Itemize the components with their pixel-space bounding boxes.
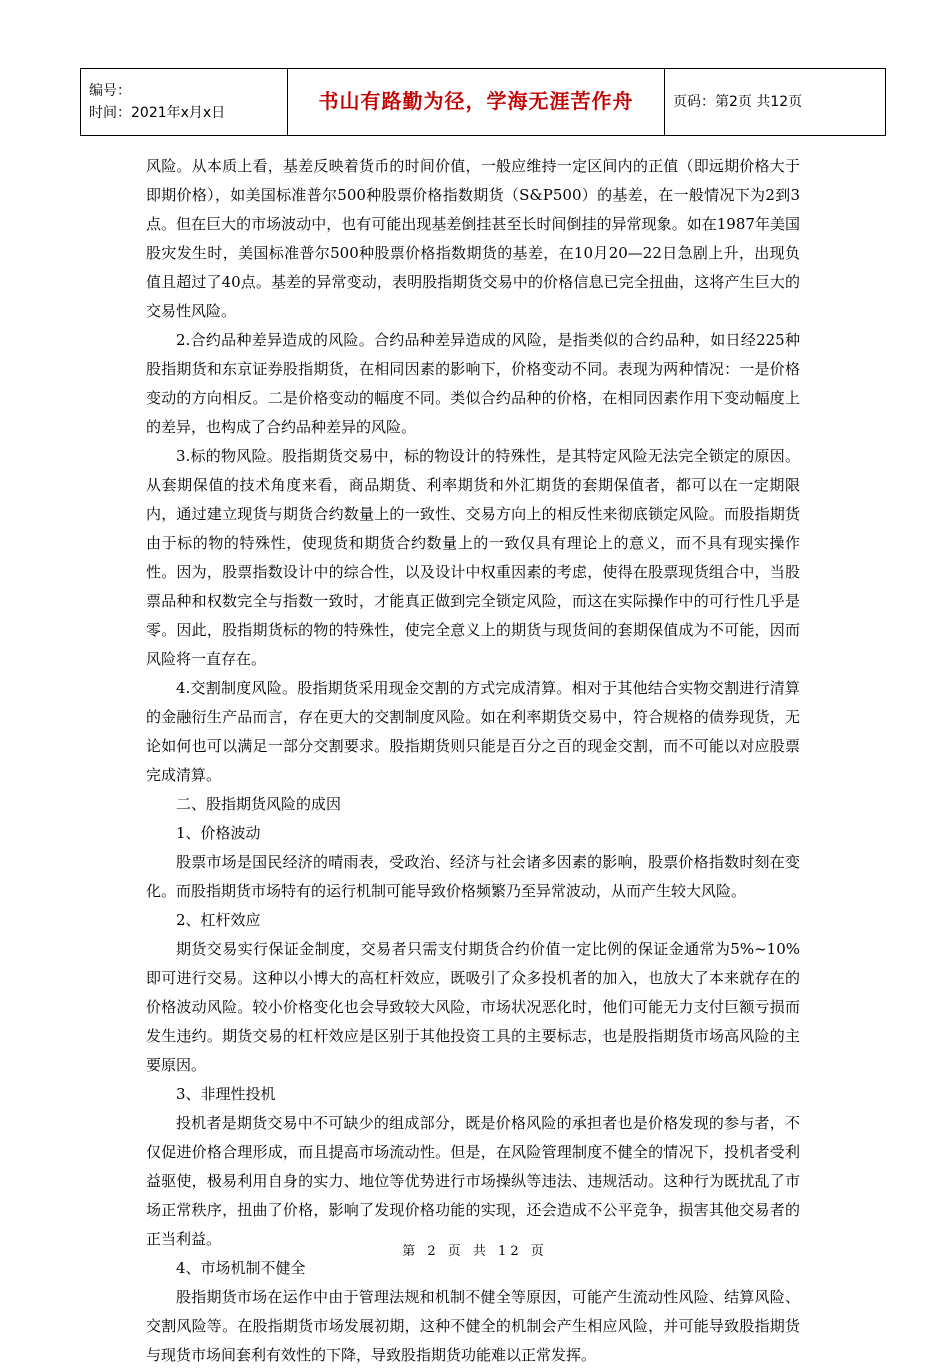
document-number-label: 编号：	[89, 83, 131, 99]
header-page-cell	[665, 69, 886, 136]
page-footer: 第 2 页 共 12 页	[402, 1244, 548, 1259]
body-paragraph: 股指期货市场在运作中由于管理法规和机制不健全等原因，可能产生流动性风险、结算风险、交割风险等。在股指期货市场发展初期，这种不健全的机制会产生相应风险，并可能导致股指期货与现货市场间套利有效性的下降，导致股指期货功能难以正常发挥。	[146, 1288, 800, 1364]
document-body	[146, 152, 800, 1370]
section-heading: 1、价格波动	[176, 824, 261, 842]
header-page-label: 页码：第2页 共12页	[673, 94, 803, 110]
document-header	[80, 68, 886, 136]
body-paragraph: 投机者是期货交易中不可缺少的组成部分，既是价格风险的承担者也是价格发现的参与者，不仅促进价格合理形成，而且提高市场流动性。但是，在风险管理制度不健全的情况下，投机者受利益驱使，极易利用自身的实力、地位等优势进行市场操纵等违法、违规活动。这种行为既扰乱了市场正常秩序，扭曲了价格，影响了发现价格功能的实现，还会造成不公平竞争，损害其他交易者的正当利益。	[146, 1114, 800, 1248]
section-heading: 3、非理性投机	[176, 1085, 276, 1103]
body-paragraph: 期货交易实行保证金制度，交易者只需支付期货合约价值一定比例的保证金通常为5%~10%即可进行交易。这种以小博大的高杠杆效应，既吸引了众多投机者的加入，也放大了本来就存在的价格波动风险。较小价格变化也会导致较大风险，市场状况恶化时，他们可能无力支付巨额亏损而发生违约。期货交易的杠杆效应是区别于其他投资工具的主要标志，也是股指期货市场高风险的主要原因。	[146, 940, 800, 1074]
body-paragraph: 风险。从本质上看，基差反映着货币的时间价值，一般应维持一定区间内的正值（即远期价格大于即期价格），如美国标准普尔500种股票价格指数期货（S&P500）的基差，在一般情况下为2到3点。但在巨大的市场波动中，也有可能出现基差倒挂甚至长时间倒挂的异常现象。如在1987年美国股灾发生时，美国标准普尔500种股票价格指数期货的基差，在10月20—22日急剧上升，出现负值且超过了40点。基差的异常变动，表明股指期货交易中的价格信息已完全扭曲，这将产生巨大的交易性风险。	[146, 157, 800, 320]
body-paragraph: 2.合约品种差异造成的风险。合约品种差异造成的风险，是指类似的合约品种，如日经225种股指期货和东京证券股指期货，在相同因素的影响下，价格变动不同。表现为两种情况：一是价格变动的方向相反。二是价格变动的幅度不同。类似合约品种的价格，在相同因素作用下变动幅度上的差异，也构成了合约品种差异的风险。	[146, 331, 800, 436]
header-meta-cell	[81, 69, 288, 136]
section-heading: 4、市场机制不健全	[176, 1259, 306, 1277]
header-motto: 书山有路勤为径，学海无涯苦作舟	[318, 88, 634, 113]
body-paragraph: 4.交割制度风险。股指期货采用现金交割的方式完成清算。相对于其他结合实物交割进行清算的金融衍生产品而言，存在更大的交割制度风险。如在利率期货交易中，符合规格的债券现货，无论如何也可以满足一部分交割要求。股指期货则只能是百分之百的现金交割，而不可能以对应股票完成清算。	[146, 679, 800, 784]
document-time-label: 时间：2021年x月x日	[89, 105, 226, 121]
body-paragraph: 股票市场是国民经济的晴雨表，受政治、经济与社会诸多因素的影响，股票价格指数时刻在变化。而股指期货市场特有的运行机制可能导致价格频繁乃至异常波动，从而产生较大风险。	[146, 853, 800, 900]
header-motto-cell	[288, 69, 665, 136]
section-heading: 2、杠杆效应	[176, 911, 261, 929]
body-paragraph: 3.标的物风险。股指期货交易中，标的物设计的特殊性，是其特定风险无法完全锁定的原因。从套期保值的技术角度来看，商品期货、利率期货和外汇期货的套期保值者，都可以在一定期限内，通过建立现货与期货合约数量上的一致性、交易方向上的相反性来彻底锁定风险。而股指期货由于标的物的特殊性，使现货和期货合约数量上的一致仅具有理论上的意义，而不具有现实操作性。因为，股票指数设计中的综合性，以及设计中权重因素的考虑，使得在股票现货组合中，当股票品种和权数完全与指数一致时，才能真正做到完全锁定风险，而这在实际操作中的可行性几乎是零。因此，股指期货标的物的特殊性，使完全意义上的期货与现货间的套期保值成为不可能，因而风险将一直存在。	[146, 447, 800, 668]
section-heading: 二、股指期货风险的成因	[176, 795, 342, 813]
